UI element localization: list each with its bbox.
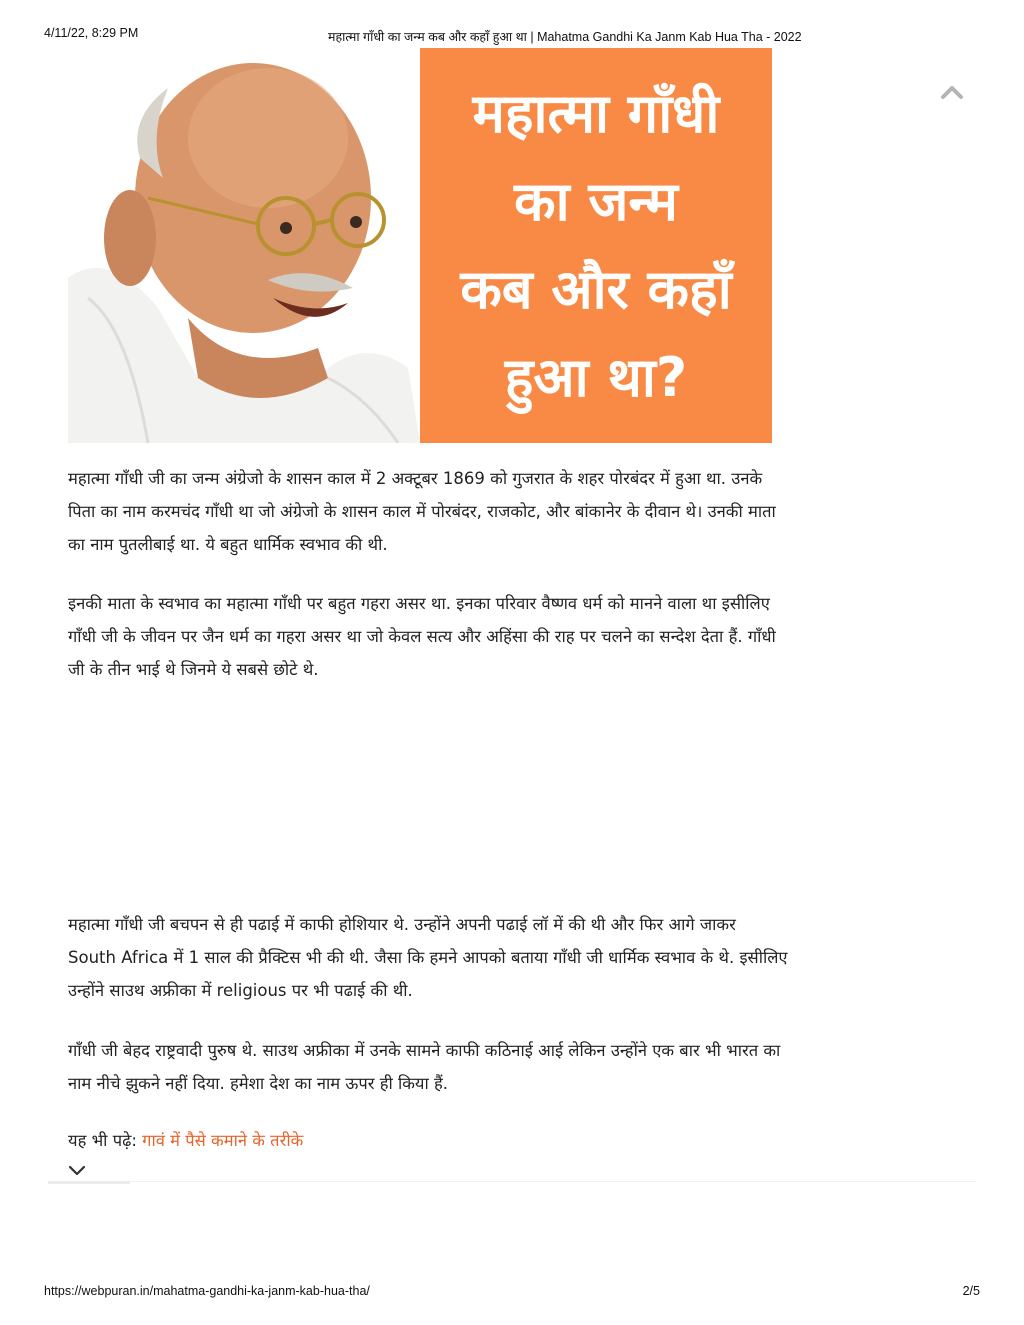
scroll-to-top-icon[interactable] [940, 82, 964, 102]
print-url: https://webpuran.in/mahatma-gandhi-ka-janm-kab-hua-tha/ [44, 1284, 370, 1298]
read-also-label: यह भी पढ़े: [68, 1131, 137, 1150]
article-paragraph [68, 1034, 788, 1100]
chevron-down-icon[interactable] [68, 1164, 86, 1178]
banner-line: कब और कहाँ [460, 257, 732, 321]
article-paragraph [68, 462, 788, 561]
banner-line: हुआ था? [504, 345, 688, 409]
print-header [44, 26, 980, 44]
paragraph-text: महात्मा गाँधी जी का जन्म अंग्रेजो के शासन काल में 2 अक्टूबर 1869 को गुजरात के शहर पोरबंदर में हुआ था. उनके पिता का नाम करमचंद गाँधी था जो अंग्रेजो के शासन काल में पोरबंदर, राजकोट, और बांकानेर के दीवान थे। उनकी माता का नाम पुतलीबाई था. ये बहुत धार्मिक स्वभाव की थी. [68, 469, 776, 554]
paragraph-text: महात्मा गाँधी जी बचपन से ही पढाई में काफी होशियार थे. उन्होंने अपनी पढाई लॉ में की थी और फिर आगे जाकर South Africa में 1 साल की प्रैक्टिस भी की थी. जैसा कि हमने आपको बताया गाँधी जी धार्मिक स्वभाव के थे. इसीलिए उन्होंने साउथ अफ्रीका में religious पर भी पढाई की थी. [68, 915, 788, 1000]
print-footer [44, 1284, 980, 1300]
article-paragraph [68, 908, 788, 1007]
paragraph-text: गाँधी जी बेहद राष्ट्रवादी पुरुष थे. साउथ अफ्रीका में उनके सामने काफी कठिनाई आई लेकिन उन्होंने एक बार भी भारत का नाम नीचे झुकने नहीं दिया. हमेशा देश का नाम ऊपर ही किया हैं. [68, 1041, 781, 1093]
banner-line: महात्मा गाँधी [472, 81, 720, 145]
read-also [68, 1124, 303, 1157]
article-paragraph [68, 587, 788, 686]
print-page-number: 2/5 [962, 1284, 980, 1298]
divider-accent [48, 1181, 130, 1184]
print-page-title: महात्मा गाँधी का जन्म कब और कहाँ हुआ था | Mahatma Gandhi Ka Janm Kab Hua Tha - 2022 [328, 30, 802, 44]
title-banner [420, 48, 772, 443]
paragraph-text: इनकी माता के स्वभाव का महात्मा गाँधी पर बहुत गहरा असर था. इनका परिवार वैष्णव धर्म को मानने वाला था इसीलिए गाँधी जी के जीवन पर जैन धर्म का गहरा असर था जो केवल सत्य और अहिंसा की राह पर चलने का सन्देश देता हैं. गाँधी जी के तीन भाई थे जिनमे ये सबसे छोटे थे. [68, 594, 776, 679]
print-datetime: 4/11/22, 8:29 PM [44, 26, 139, 40]
hero-image [68, 48, 772, 443]
gandhi-portrait-image [68, 48, 420, 443]
read-also-link[interactable]: गावं में पैसे कमाने के तरीके [142, 1131, 304, 1150]
banner-line: का जन्म [514, 169, 678, 233]
divider [48, 1181, 976, 1182]
